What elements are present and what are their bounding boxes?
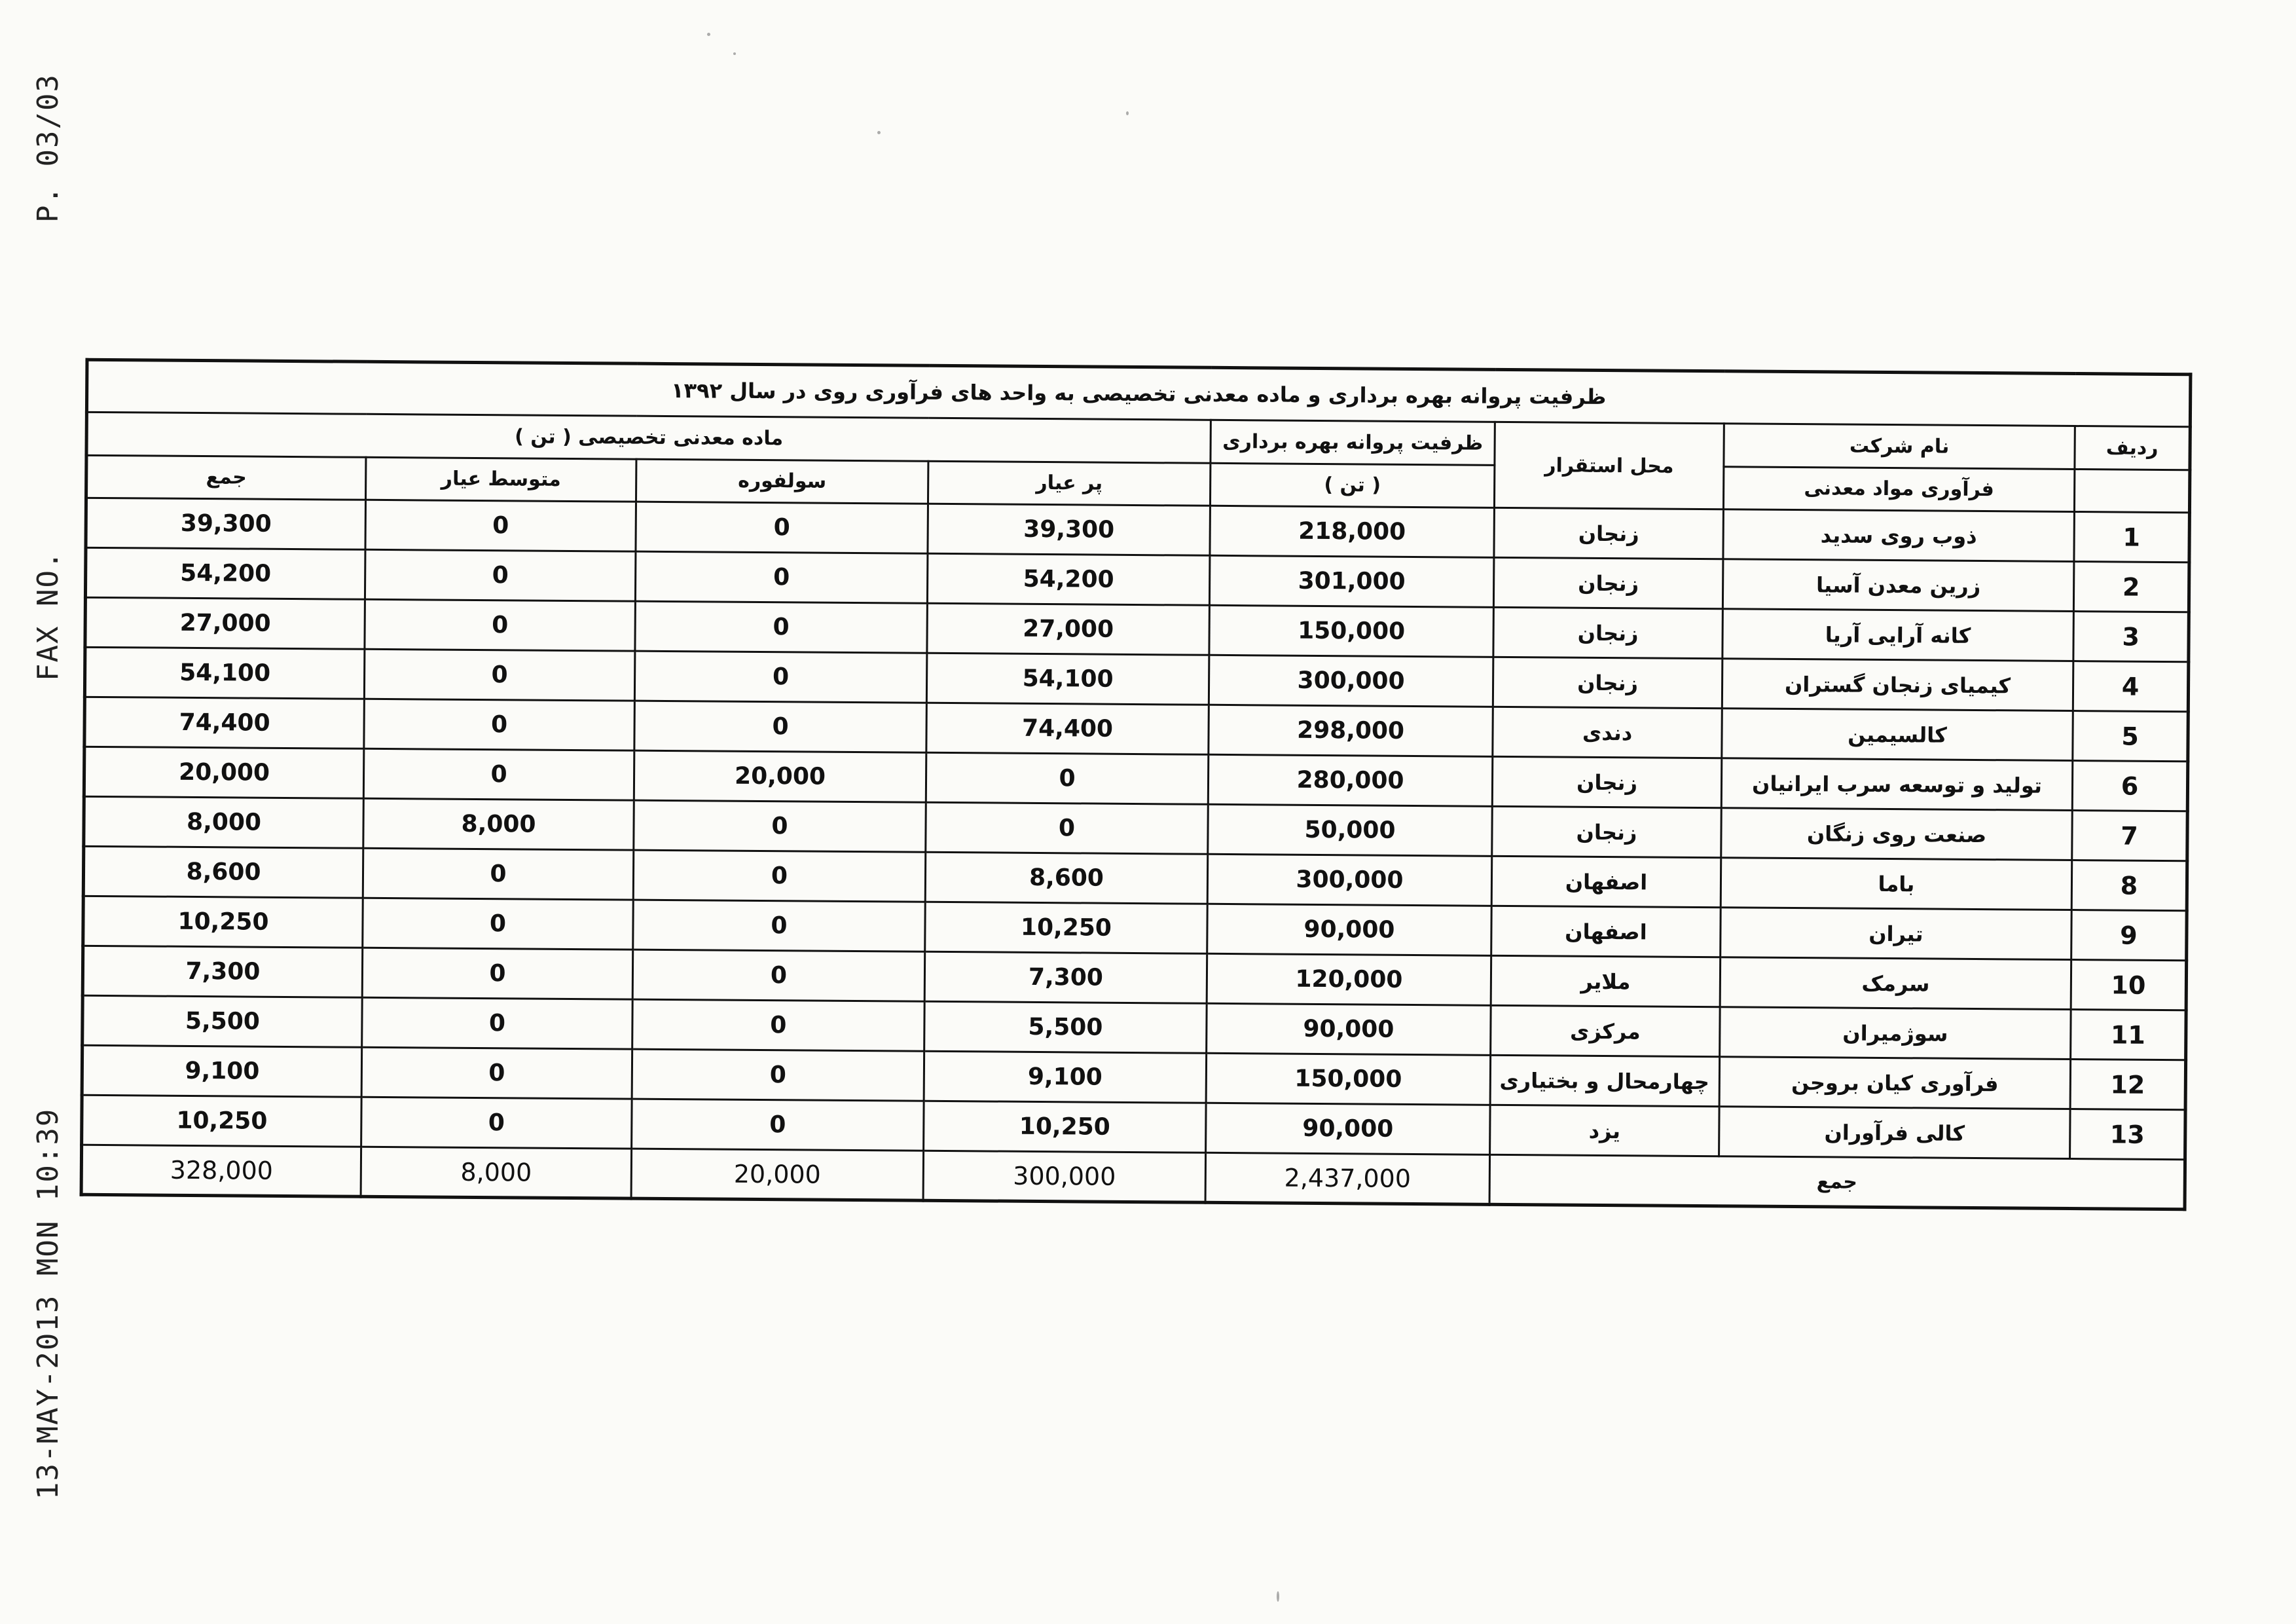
cell-sum: 8,000: [84, 796, 364, 848]
cell-high-grade: 7,300: [924, 951, 1207, 1003]
cell-medium-grade: 0: [364, 699, 635, 750]
cell-high-grade: 74,400: [926, 703, 1209, 754]
cell-medium-grade: 0: [362, 997, 633, 1049]
cell-capacity: 280,000: [1208, 754, 1493, 806]
header-company-line2: فرآوری مواد معدنی: [1723, 466, 2074, 511]
cell-high-grade: 54,100: [926, 653, 1209, 705]
cell-sum: 74,400: [84, 697, 365, 748]
cell-capacity: 90,000: [1207, 1003, 1491, 1055]
cell-location: زنجان: [1492, 806, 1722, 857]
cell-row-number: 7: [2072, 811, 2188, 861]
cell-medium-grade: 0: [365, 500, 636, 551]
cell-sulfide: 0: [634, 701, 927, 752]
scan-speck: [1277, 1591, 1279, 1602]
cell-location: مرکزی: [1491, 1005, 1721, 1056]
total-sum: 328,000: [81, 1145, 361, 1196]
cell-sulfide: 0: [636, 502, 928, 553]
header-location: محل استقرار: [1494, 422, 1724, 509]
cell-sulfide: 0: [633, 900, 926, 951]
cell-company: سرمک: [1720, 957, 2071, 1010]
cell-sulfide: 0: [632, 999, 925, 1051]
scan-speck: [707, 33, 710, 36]
cell-sulfide: 0: [634, 651, 927, 703]
cell-company: کالی فرآوران: [1719, 1107, 2071, 1159]
header-medium-grade: متوسط عیار: [366, 457, 636, 502]
cell-high-grade: 0: [926, 752, 1209, 804]
cell-capacity: 300,000: [1209, 655, 1493, 707]
cell-sulfide: 0: [635, 601, 928, 653]
cell-medium-grade: 0: [364, 649, 635, 701]
cell-high-grade: 27,000: [927, 603, 1210, 655]
cell-company: کالسیمین: [1722, 709, 2073, 761]
cell-company: تیران: [1721, 908, 2072, 960]
header-row-number-blank: [2074, 469, 2189, 513]
cell-sum: 54,100: [84, 647, 365, 699]
cell-row-number: 11: [2071, 1009, 2187, 1060]
cell-medium-grade: 0: [362, 948, 633, 999]
cell-sulfide: 20,000: [634, 750, 926, 802]
fax-page-number: P. 03/03: [31, 73, 65, 223]
cell-company: کانه آرایی آریا: [1722, 609, 2074, 661]
cell-sum: 5,500: [82, 995, 363, 1047]
cell-medium-grade: 8,000: [363, 798, 634, 850]
cell-high-grade: 54,200: [927, 553, 1210, 605]
cell-medium-grade: 0: [361, 1097, 632, 1149]
fax-number-label: FAX NO.: [31, 550, 65, 681]
cell-sulfide: 0: [632, 1099, 924, 1151]
cell-sum: 9,100: [82, 1045, 362, 1097]
table-title: ظرفیت پروانه بهره برداری و ماده معدنی تخصیصی به واحد های فرآوری روی در سال ۱۳۹۲: [86, 360, 2191, 426]
cell-location: اصفهان: [1491, 906, 1721, 957]
cell-sulfide: 0: [634, 800, 926, 852]
total-high-grade: 300,000: [923, 1151, 1206, 1202]
cell-row-number: 4: [2073, 661, 2189, 712]
cell-location: یزد: [1490, 1105, 1720, 1156]
cell-high-grade: 9,100: [924, 1051, 1207, 1103]
cell-location: زنجان: [1492, 756, 1722, 807]
cell-row-number: 5: [2073, 711, 2189, 762]
cell-location: زنجان: [1494, 507, 1724, 559]
cell-medium-grade: 0: [365, 549, 636, 601]
cell-sum: 20,000: [84, 747, 364, 798]
cell-company: صنعت روی زنگان: [1721, 808, 2073, 860]
cell-location: اصفهان: [1491, 856, 1721, 907]
cell-high-grade: 39,300: [928, 504, 1211, 555]
total-capacity: 2,437,000: [1205, 1153, 1490, 1204]
cell-row-number: 6: [2072, 761, 2188, 811]
cell-capacity: 301,000: [1209, 555, 1494, 607]
cell-medium-grade: 0: [363, 898, 634, 950]
header-capacity-line2: ( تن ): [1210, 463, 1494, 508]
header-sum: جمع: [86, 455, 366, 500]
cell-location: ملایر: [1491, 955, 1721, 1006]
cell-capacity: 298,000: [1209, 705, 1493, 756]
cell-sulfide: 0: [632, 950, 925, 1001]
cell-location: زنجان: [1493, 607, 1723, 658]
cell-high-grade: 10,250: [924, 1101, 1207, 1153]
cell-medium-grade: 0: [365, 599, 636, 651]
cell-company: فرآوری کیان بروجن: [1719, 1057, 2071, 1109]
header-sulfide: سولفوره: [636, 459, 928, 504]
cell-medium-grade: 0: [363, 748, 634, 800]
cell-capacity: 120,000: [1207, 953, 1491, 1005]
header-company-line1: نام شرکت: [1724, 424, 2075, 469]
cell-location: زنجان: [1493, 557, 1723, 608]
header-row-number: ردیف: [2075, 426, 2190, 470]
cell-high-grade: 0: [926, 802, 1209, 854]
header-capacity-line1: ظرفیت پروانه بهره برداری: [1211, 420, 1495, 465]
cell-high-grade: 10,250: [925, 902, 1208, 953]
cell-location: چهارمحال و بختیاری: [1490, 1055, 1720, 1106]
cell-sum: 7,300: [82, 946, 363, 997]
cell-sulfide: 0: [635, 551, 928, 603]
cell-sum: 10,250: [83, 896, 363, 948]
cell-medium-grade: 0: [363, 848, 634, 900]
scan-speck: [1126, 111, 1129, 115]
cell-row-number: 9: [2071, 910, 2187, 960]
cell-company: ذوب روی سدید: [1723, 509, 2075, 562]
cell-capacity: 218,000: [1210, 506, 1495, 557]
cell-capacity: 150,000: [1206, 1053, 1491, 1105]
total-label: جمع: [1489, 1154, 2185, 1209]
cell-company: سوژمیران: [1720, 1007, 2071, 1060]
cell-sum: 54,200: [85, 547, 365, 599]
cell-row-number: 2: [2073, 562, 2189, 612]
cell-row-number: 12: [2070, 1059, 2186, 1109]
cell-capacity: 150,000: [1209, 605, 1494, 657]
cell-sulfide: 0: [633, 850, 926, 902]
cell-high-grade: 5,500: [924, 1001, 1207, 1053]
cell-capacity: 90,000: [1207, 904, 1492, 955]
cell-capacity: 90,000: [1206, 1103, 1491, 1154]
header-allocated-ore: ماده معدنی تخصیصی ( تن ): [86, 412, 1211, 462]
scan-speck: [733, 52, 736, 55]
cell-capacity: 50,000: [1208, 804, 1493, 856]
cell-sum: 27,000: [85, 597, 365, 649]
cell-medium-grade: 0: [361, 1047, 632, 1099]
total-medium-grade: 8,000: [361, 1147, 632, 1198]
scan-speck: [877, 131, 881, 134]
cell-row-number: 13: [2070, 1109, 2186, 1159]
cell-sum: 39,300: [86, 498, 366, 549]
cell-company: کیمیای زنجان گستران: [1722, 659, 2073, 711]
cell-row-number: 3: [2073, 612, 2189, 662]
fax-timestamp: 13-MAY-2013 MON 10:39: [31, 1107, 65, 1500]
capacity-allocation-table: [80, 358, 2193, 1211]
cell-company: تولید و توسعه سرب ایرانیان: [1721, 758, 2073, 811]
cell-company: زرین معدن آسیا: [1722, 559, 2074, 612]
header-high-grade: پر عیار: [928, 461, 1210, 506]
cell-location: دندی: [1493, 707, 1722, 758]
cell-sulfide: 0: [632, 1049, 924, 1101]
cell-high-grade: 8,600: [925, 852, 1208, 904]
capacity-allocation-table-document: [80, 358, 2189, 1211]
cell-sum: 10,250: [82, 1095, 362, 1147]
cell-capacity: 300,000: [1207, 854, 1492, 906]
cell-location: زنجان: [1493, 657, 1722, 708]
cell-sum: 8,600: [83, 846, 363, 898]
cell-row-number: 1: [2074, 512, 2190, 563]
total-sulfide: 20,000: [631, 1149, 924, 1200]
cell-company: باما: [1721, 858, 2072, 910]
cell-row-number: 8: [2071, 860, 2187, 911]
cell-row-number: 10: [2071, 959, 2187, 1010]
